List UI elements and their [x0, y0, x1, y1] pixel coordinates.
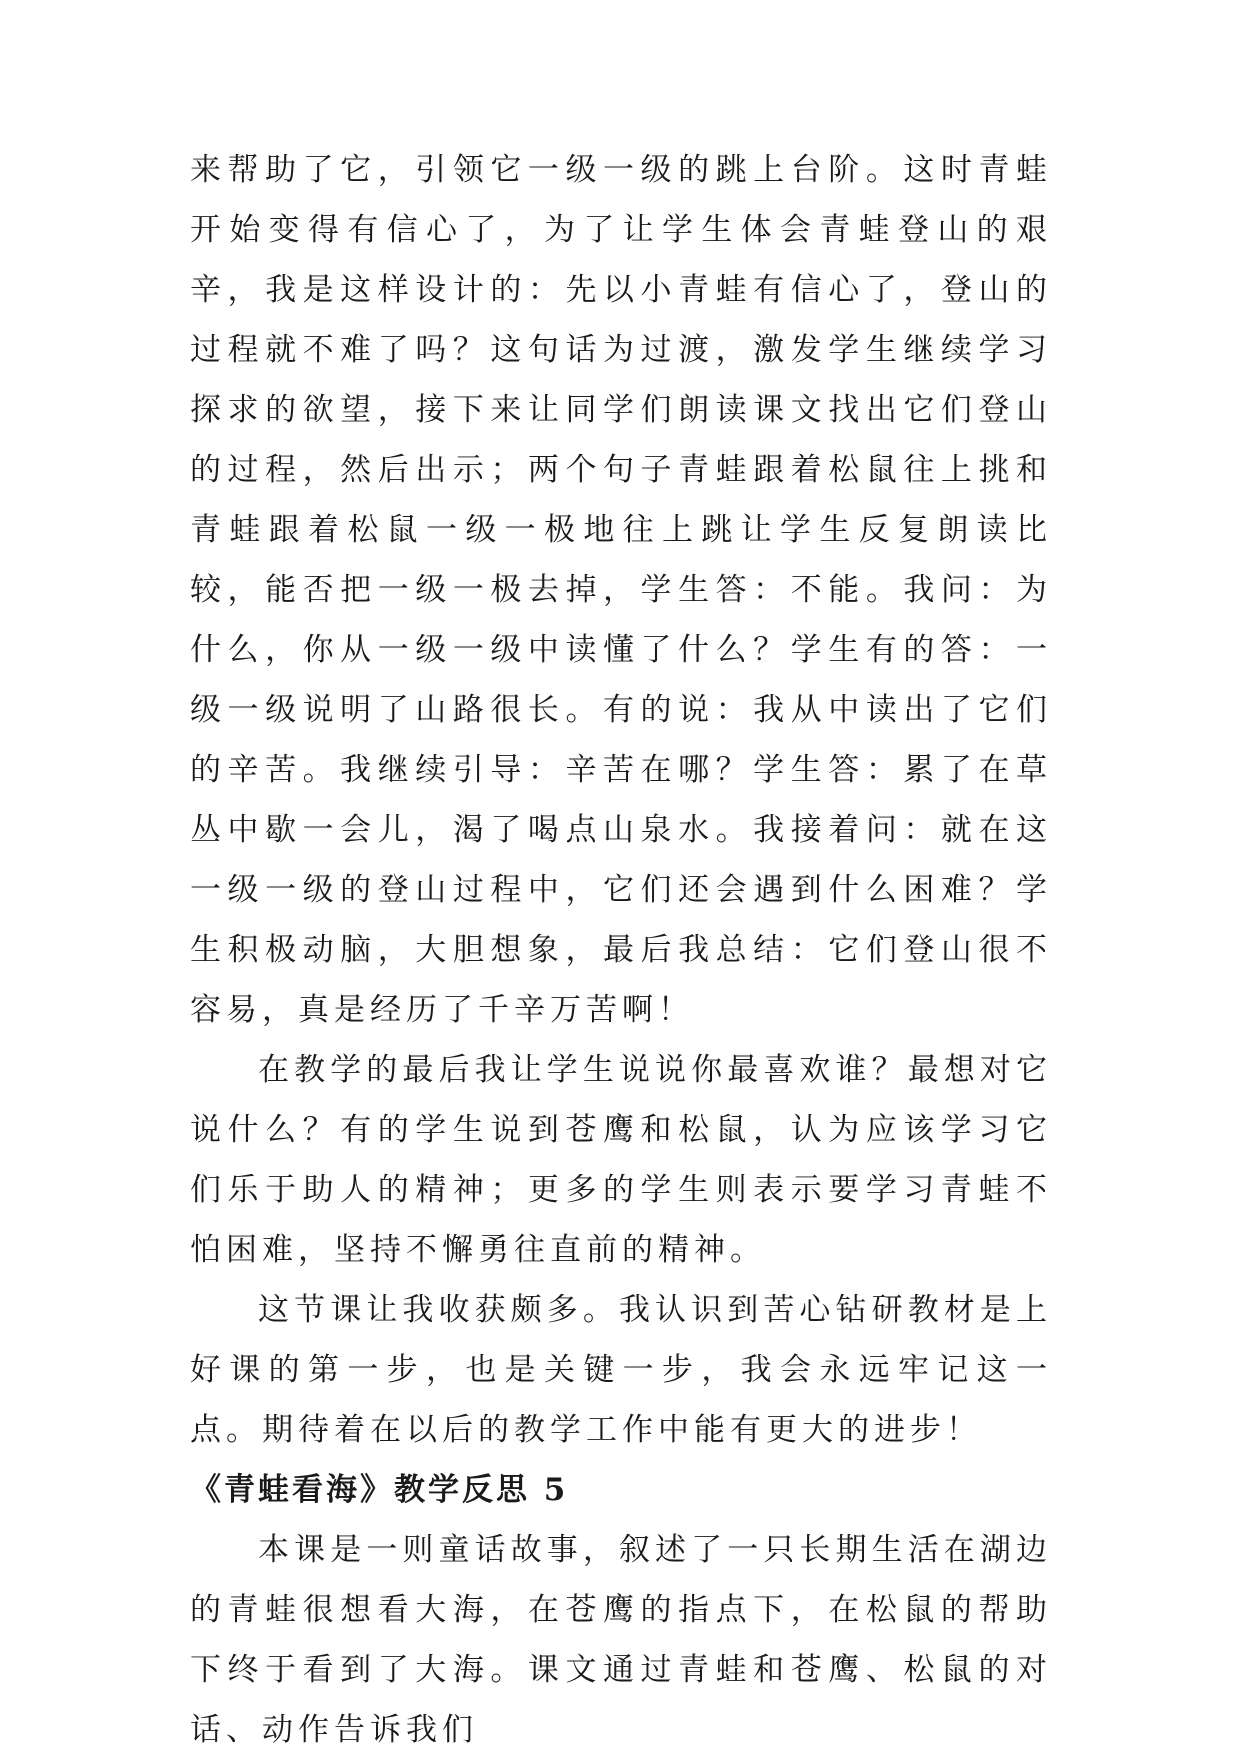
body-paragraph-4: 本课是一则童话故事，叙述了一只长期生活在湖边的青蛙很想看大海，在苍鹰的指点下，在松鼠的帮助下终于看到了大海。课文通过青蛙和苍鹰、松鼠的对话、动作告诉我们 [190, 1532, 1052, 1748]
body-paragraph-1: 来帮助了它，引领它一级一级的跳上台阶。这时青蛙开始变得有信心了，为了让学生体会青蛙登山的艰辛，我是这样设计的：先以小青蛙有信心了，登山的过程就不难了吗？这句话为过渡，激发学生继续学习探求的欲望，接下来让同学们朗读课文找出它们登山的过程，然后出示；两个句子青蛙跟着松鼠往上挑和青蛙跟着松鼠一级一极地往上跳让学生反复朗读比较，能否把一级一极去掉，学生答：不能。我问：为什么，你从一级一级中读懂了什么？学生有的答：一级一级说明了山路很长。有的说：我从中读出了它们的辛苦。我继续引导：辛苦在哪？学生答：累了在草丛中歇一会儿，渴了喝点山泉水。我接着问：就在这一级一级的登山过程中，它们还会遇到什么困难？学生积极动脑，大胆想象，最后我总结：它们登山很不容易，真是经历了千辛万苦啊！ [190, 152, 1052, 1028]
section-title: 《青蛙看海》教学反思 5 [190, 1472, 569, 1508]
body-paragraph-3: 这节课让我收获颇多。我认识到苦心钻研教材是上好课的第一步，也是关键一步，我会永远牢记这一点。期待着在以后的教学工作中能有更大的进步！ [190, 1292, 1052, 1448]
body-paragraph-2: 在教学的最后我让学生说说你最喜欢谁？最想对它说什么？有的学生说到苍鹰和松鼠，认为应该学习它们乐于助人的精神；更多的学生则表示要学习青蛙不怕困难，坚持不懈勇往直前的精神。 [190, 1052, 1052, 1268]
document-page [190, 140, 1052, 1760]
